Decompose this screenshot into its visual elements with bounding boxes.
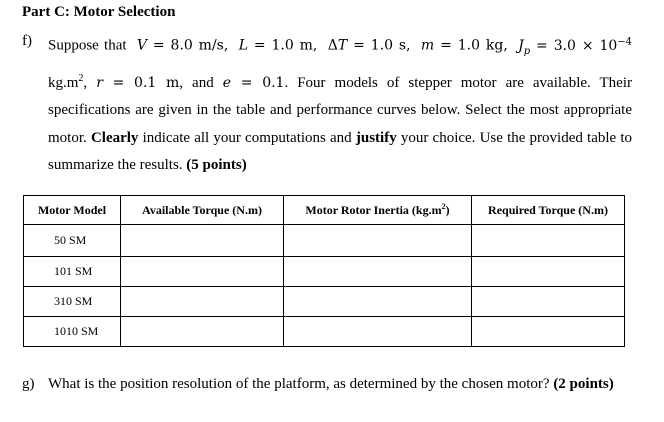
motor-model-cell: 310 SM xyxy=(24,287,121,317)
rotor-inertia-cell[interactable] xyxy=(284,287,472,317)
question-f-bold-2: justify xyxy=(355,129,397,146)
header-rotor-inertia-label: Motor Rotor Inertia (kg.m xyxy=(305,203,442,217)
rotor-inertia-cell[interactable] xyxy=(284,317,472,347)
section-heading: Part C: Motor Selection xyxy=(22,4,176,20)
question-f-label: f) xyxy=(22,33,32,49)
header-rotor-inertia-sup: 2 xyxy=(441,202,446,211)
time-expression: ΔT = 1.0 s, xyxy=(327,37,411,54)
question-g-body xyxy=(48,373,632,395)
header-available-torque: Available Torque (N.m) xyxy=(121,196,284,225)
inertia-exponent: −4 xyxy=(617,36,633,47)
question-f-body: Suppose that V = 8.0 m/s, L = 1.0 m, ΔT = 1.0 s, m = 1.0 kg, $J_p = 3.0 \times 10^{-4}$ $kg.m^2$, r = 0.1 m, and e = 0.1. Four models of stepper motor are available. Their specifications are given in the table and performance curves below. Select the most appropriate motor. Clearly indicate all your computations and justify your choice. Use the provided table to summarize the results. (5 points) xyxy=(48,36,633,174)
question-f-bold-1: Clearly xyxy=(90,129,139,146)
table-row xyxy=(24,317,625,347)
table-row xyxy=(24,287,625,317)
question-g-label: g) xyxy=(22,376,35,392)
question-f-intro: Suppose that xyxy=(48,37,127,54)
radius-expression: r = 0.1 m xyxy=(96,74,180,91)
question-g-text: What is the position resolution of the platform, as determined by the chosen motor? xyxy=(48,376,550,392)
header-rotor-inertia-tail: ) xyxy=(445,203,450,217)
mass-expression: m = 1.0 kg, xyxy=(420,37,508,54)
header-motor-model: Motor Model xyxy=(24,196,121,225)
rotor-inertia-cell[interactable] xyxy=(284,225,472,257)
inertia-expression: $J_p = 3.0 \times 10^{-4}$ xyxy=(518,36,633,57)
required-torque-cell[interactable] xyxy=(472,257,625,287)
question-f-points: (5 points) xyxy=(186,157,247,174)
required-torque-cell[interactable] xyxy=(472,225,625,257)
question-f-text-2: indicate all your computations and xyxy=(142,129,352,146)
efficiency-expression: e = 0.1 xyxy=(222,74,285,91)
velocity-value: 8.0 m/s, xyxy=(170,37,229,54)
table-row xyxy=(24,225,625,257)
header-required-torque: Required Torque (N.m) xyxy=(472,196,625,225)
table-row xyxy=(24,257,625,287)
motor-model-cell: 101 SM xyxy=(24,257,121,287)
radius-value: 0.1 m xyxy=(134,74,180,91)
mass-value: 1.0 kg, xyxy=(457,37,508,54)
question-g-points: (2 points) xyxy=(553,376,614,392)
available-torque-cell[interactable] xyxy=(121,257,284,287)
rotor-inertia-cell[interactable] xyxy=(284,257,472,287)
velocity-expression: V = 8.0 m/s, xyxy=(136,37,229,54)
motor-model-cell: 50 SM xyxy=(24,225,121,257)
time-value: 1.0 s, xyxy=(370,37,411,54)
length-expression: L = 1.0 m, xyxy=(238,37,318,54)
available-torque-cell[interactable] xyxy=(121,317,284,347)
available-torque-cell[interactable] xyxy=(121,225,284,257)
and-text: , and xyxy=(179,74,214,91)
available-torque-cell[interactable] xyxy=(121,287,284,317)
inertia-unit: kg.m xyxy=(48,74,79,91)
question-f-text-1: . Four models of stepper motor are available. Their specifications are given in the table and performance curves below. Select the most appropriate motor. xyxy=(48,74,632,146)
required-torque-cell[interactable] xyxy=(472,287,625,317)
motor-summary-table xyxy=(23,195,625,347)
efficiency-value: 0.1 xyxy=(262,74,285,91)
required-torque-cell[interactable] xyxy=(472,317,625,347)
motor-model-cell: 1010 SM xyxy=(24,317,121,347)
question-f-text-3: your choice. Use the provided table to summarize the results. xyxy=(48,129,633,174)
length-value: 1.0 m, xyxy=(271,37,318,54)
question-f xyxy=(22,28,632,180)
table-header-row xyxy=(24,196,625,225)
inertia-unit-sup: 2 xyxy=(78,72,84,84)
inertia-exp-base: 10 xyxy=(599,37,618,54)
question-g xyxy=(22,373,632,395)
header-rotor-inertia xyxy=(284,196,472,225)
inertia-value: 3.0 × xyxy=(553,37,594,54)
